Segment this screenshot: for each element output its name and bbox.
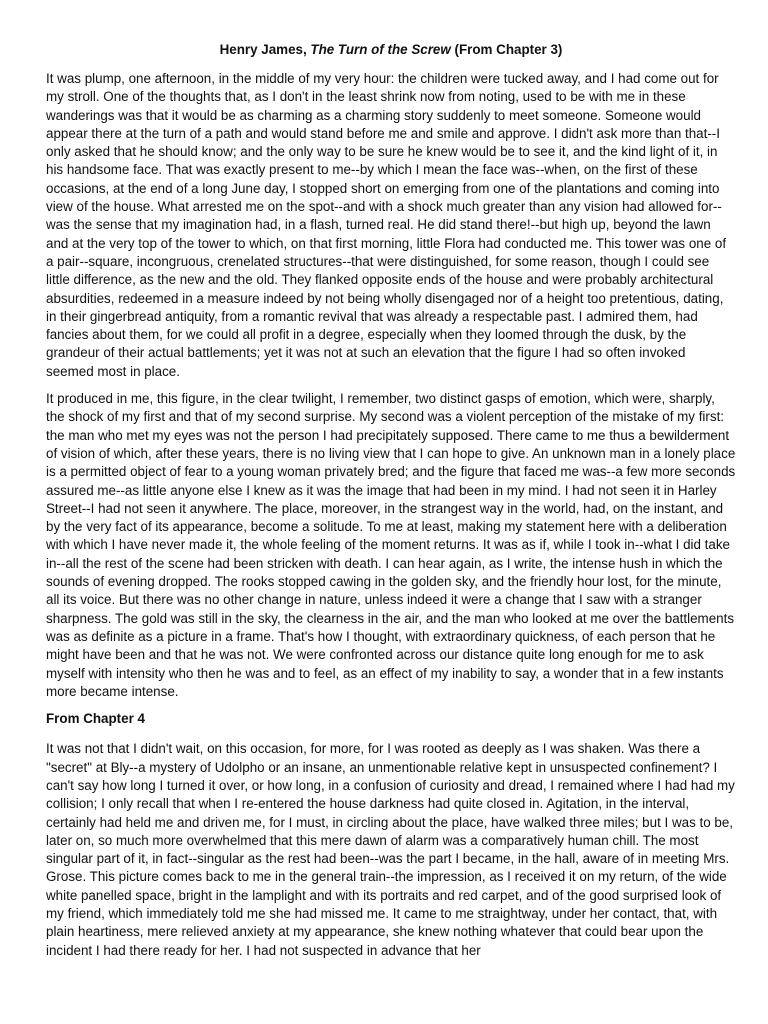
title-work: The Turn of the Screw bbox=[310, 42, 451, 57]
paragraph-3: It was not that I didn't wait, on this occasion, for more, for I was rooted as deeply as I was shaken. Was there a "secret" at Bly--a mystery of Udolpho or an insane, an unmentionable relative kept in unsuspected confinement? I can't say how long I turned it over, or how long, in a confusion of curiosity and dread, I remained where I had had my collision; I only recall that when I re-entered the house darkness had quite closed in. Agitation, in the interval, certainly had held me and driven me, for I must, in circling about the place, have walked three miles; but I was to be, later on, so much more overwhelmed that this mere dawn of alarm was a comparatively human chill. The most singular part of it, in fact--singular as the rest had been--was the part I became, in the hall, aware of in meeting Mrs. Grose. This picture comes back to me in the general train--the impression, as I received it on my return, of the wide white panelled space, bright in the lamplight and with its portraits and red carpet, and of the good surprised look of my friend, which immediately told me she had missed me. It came to me straightway, under her contact, that, with plain heartiness, mere relieved anxiety at my appearance, she knew nothing whatever that could bear upon the incident I had there ready for her. I had not suspected in advance that her bbox=[46, 741, 735, 958]
paragraph-2: It produced in me, this figure, in the clear twilight, I remember, two distinct gasps of emotion, which were, sharply, the shock of my first and that of my second surprise. My second was a violent perception of the mistake of my first: the man who met my eyes was not the person I had precipitately supposed. There came to me thus a bewilderment of vision of which, after these years, there is no living view that I can hope to give. An unknown man in a lonely place is a permitted object of fear to a young woman privately bred; and the figure that faced me was--a few more seconds assured me--as little anyone else I knew as it was the image that had been in my mind. I had not seen it in Harley Street--I had not seen it anywhere. The place, moreover, in the strangest way in the world, had, on the instant, and by the very fact of its appearance, become a solitude. To me at least, making my statement here with a deliberation with which I have never made it, the whole feeling of the moment returns. It was as if, while I took in--what I did take in--all the rest of the scene had been stricken with death. I can hear again, as I write, the intense hush in which the sounds of evening dropped. The rooks stopped cawing in the golden sky, and the friendly hour lost, for the minute, all its voice. But there was no other change in nature, unless indeed it were a change that I saw with a stranger sharpness. The gold was still in the sky, the clearness in the air, and the man who looked at me over the battlements was as definite as a picture in a frame. That's how I thought, with extraordinary quickness, of each person that he might have been and that he was not. We were confronted across our distance quite long enough for me to ask myself with intensity who then he was and to feel, as an effect of my inability to say, a wonder that in a few instants more became intense. bbox=[46, 391, 736, 699]
document-page bbox=[46, 40, 736, 969]
title-author: Henry James, bbox=[219, 42, 311, 57]
document-title bbox=[46, 40, 736, 60]
title-section: (From Chapter 3) bbox=[450, 42, 563, 57]
paragraph-1: It was plump, one afternoon, in the middle of my very hour: the children were tucked away, and I had come out for my stroll. One of the thoughts that, as I don't in the least shrink now from noting, used to be with me in these wanderings was that it would be as charming as a charming story suddenly to meet someone. Someone would appear there at the turn of a path and would stand before me and smile and approve. I didn't ask more than that--I only asked that he should know; and the only way to be sure he knew would be to see it, and the kind light of it, in his handsome face. That was exactly present to me--by which I mean the face was--when, on the first of these occasions, at the end of a long June day, I stopped short on emerging from one of the plantations and coming into view of the house. What arrested me on the spot--and with a shock much greater than any vision had allowed for--was the sense that my imagination had, in a flash, turned real. He did stand there!--but high up, beyond the lawn and at the very top of the tower to which, on that first morning, little Flora had conducted me. This tower was one of a pair--square, incongruous, crenelated structures--that were distinguished, for some reason, though I could see little difference, as the new and the old. They flanked opposite ends of the house and were probably architectural absurdities, redeemed in a measure indeed by not being wholly disengaged nor of a height too pretentious, dating, in their gingerbread antiquity, from a romantic revival that was already a respectable past. I admired them, had fancies about them, for we could all profit in a degree, especially when they loomed through the dusk, by the grandeur of their actual battlements; yet it was not at such an elevation that the figure I had so often invoked seemed most in place. bbox=[46, 71, 727, 379]
chapter-heading: From Chapter 4 bbox=[46, 711, 145, 727]
